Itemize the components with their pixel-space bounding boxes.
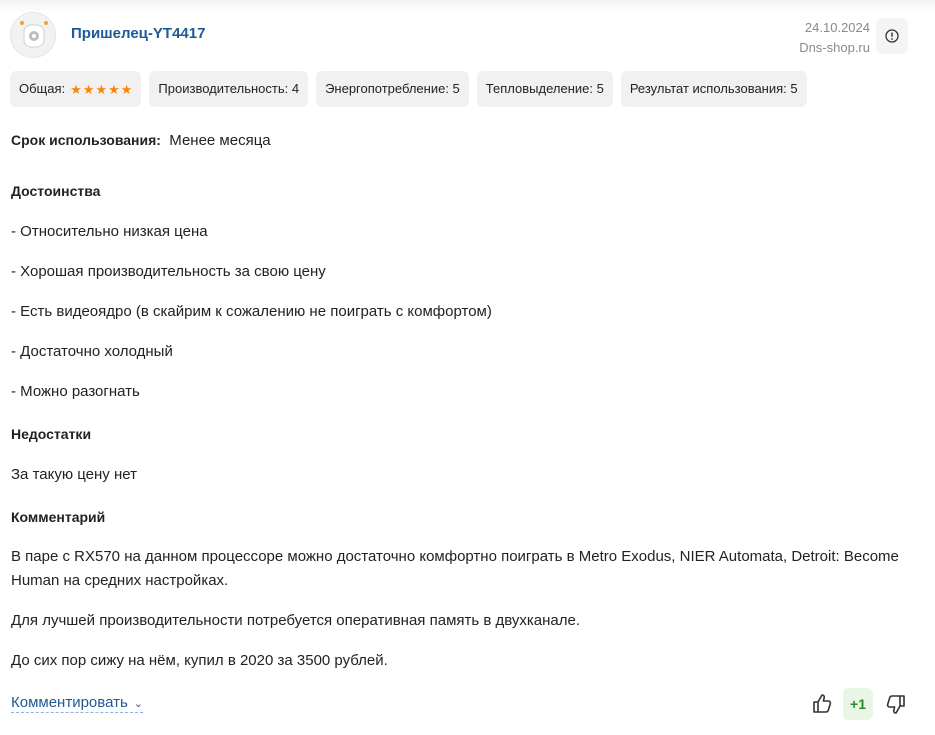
star-icon: ★ — [82, 81, 95, 97]
usage-label: Срок использования: — [11, 132, 161, 148]
pros-item: - Хорошая производительность за свою цену — [11, 263, 326, 280]
pros-item: - Относительно низкая цена — [11, 223, 208, 240]
thumbs-up-icon[interactable] — [808, 690, 836, 718]
star-icon: ★ — [120, 81, 133, 97]
chevron-down-icon: ⌄ — [133, 698, 143, 710]
rating-performance: Производительность: 4 — [149, 71, 308, 107]
rating-tags — [10, 71, 807, 107]
star-icon: ★ — [95, 81, 108, 97]
review-header — [10, 12, 910, 60]
rating-heat: Тепловыделение: 5 — [477, 71, 613, 107]
star-icon: ★ — [70, 81, 82, 97]
cons-heading: Недостатки — [11, 426, 92, 442]
cons-text: За такую цену нет — [11, 466, 137, 483]
rating-stars — [70, 83, 132, 96]
vote-count: +1 — [843, 688, 873, 720]
review-date: 24.10.2024 — [804, 20, 870, 35]
robot-avatar-icon — [11, 13, 57, 59]
comment-paragraph: В паре с RX570 на данном процессоре можно достаточно комфортно поиграть в Metro Exodus, NIER Automata, Detroit: Become Human на средних настройках. — [11, 548, 899, 589]
comment-button-label: Комментировать — [11, 694, 128, 711]
pros-item: - Можно разогнать — [11, 383, 140, 400]
comment-paragraph: Для лучшей производительности потребуется оперативная память в двухканале. — [11, 612, 581, 629]
rating-overall-label: Общая: — [19, 81, 66, 96]
info-icon — [885, 29, 899, 43]
usage-period — [11, 132, 271, 149]
comment-heading: Комментарий — [11, 509, 106, 525]
pros-item: - Есть видеоядро (в скайрим к сожалению не поиграть с комфортом) — [11, 303, 492, 320]
star-icon: ★ — [108, 81, 120, 97]
review-source: Dns-shop.ru — [799, 40, 870, 55]
pros-item: - Достаточно холодный — [11, 343, 173, 360]
rating-overall — [10, 71, 141, 107]
user-name[interactable]: Пришелец-YT4417 — [71, 25, 206, 42]
review-meta — [799, 18, 870, 58]
rating-result: Результат использования: 5 — [621, 71, 807, 107]
comment-paragraph: До сих пор сижу на нём, купил в 2020 за 3500 рублей. — [11, 652, 388, 669]
usage-value: Менее месяца — [169, 132, 271, 149]
user-avatar[interactable] — [10, 12, 56, 58]
comment-button[interactable] — [11, 694, 143, 713]
rating-power: Энергопотребление: 5 — [316, 71, 469, 107]
pros-heading: Достоинства — [11, 183, 101, 199]
info-button[interactable] — [876, 18, 908, 54]
thumbs-down-icon[interactable] — [882, 690, 910, 718]
